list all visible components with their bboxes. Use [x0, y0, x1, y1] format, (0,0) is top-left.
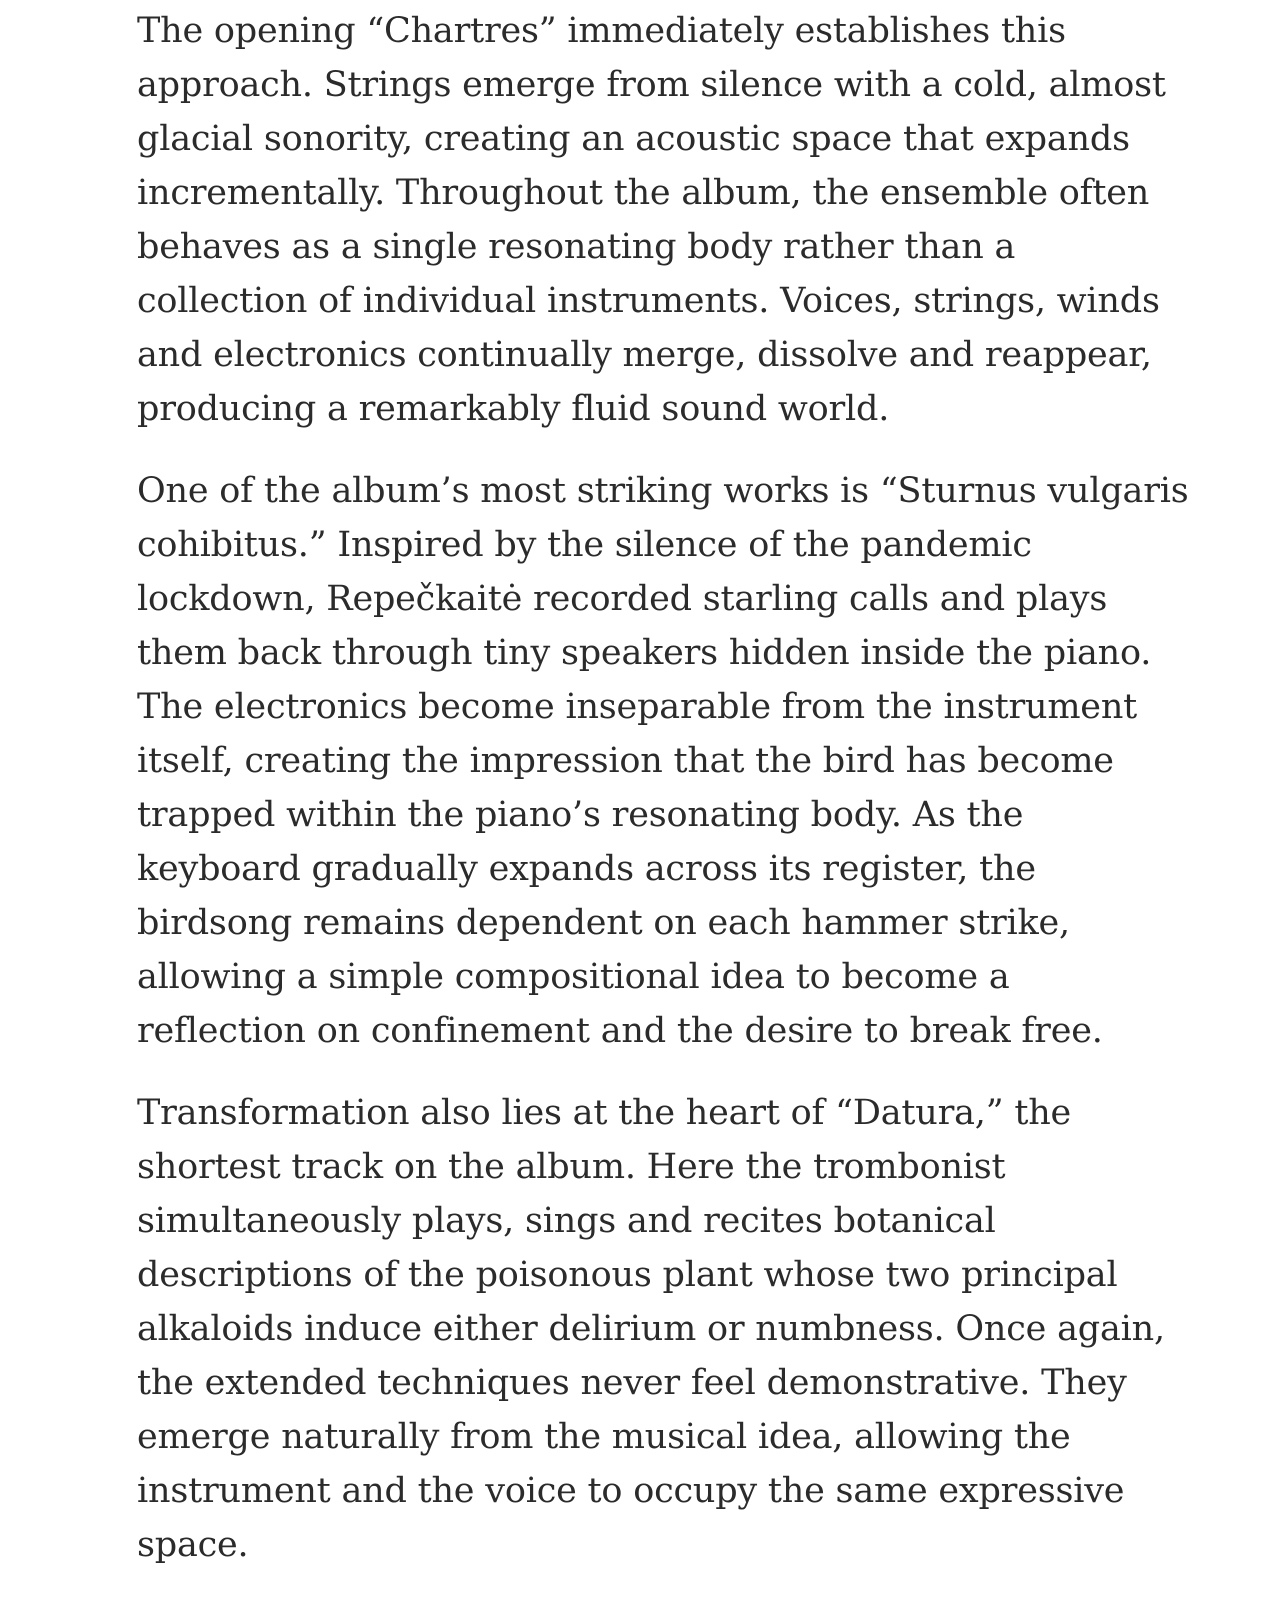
text-line: collection of individual instruments. Voices, strings, winds	[137, 281, 1160, 321]
text-line: shortest track on the album. Here the trombonist	[137, 1147, 1006, 1187]
text-line: birdsong remains dependent on each hammer strike,	[137, 903, 1070, 943]
article-body	[137, 4, 1247, 1600]
text-line: descriptions of the poisonous plant whose two principal	[137, 1255, 1118, 1295]
text-line: reflection on confinement and the desire to break free.	[137, 1011, 1103, 1051]
text-line: and electronics continually merge, dissolve and reappear,	[137, 335, 1152, 375]
text-line: itself, creating the impression that the bird has become	[137, 741, 1114, 781]
text-line: them back through tiny speakers hidden inside the piano.	[137, 633, 1152, 673]
text-line: The opening “Chartres” immediately establishes this	[137, 11, 1066, 51]
text-line: alkaloids induce either delirium or numbness. Once again,	[137, 1309, 1165, 1349]
paragraph-chartres	[137, 4, 1247, 436]
text-line: incrementally. Throughout the album, the ensemble often	[137, 173, 1150, 213]
text-line: approach. Strings emerge from silence with a cold, almost	[137, 65, 1166, 105]
text-line: allowing a simple compositional idea to become a	[137, 957, 1010, 997]
text-line: lockdown, Repečkaitė recorded starling calls and plays	[137, 579, 1108, 619]
text-line: emerge naturally from the musical idea, allowing the	[137, 1417, 1071, 1457]
text-line: cohibitus.” Inspired by the silence of the pandemic	[137, 525, 1032, 565]
text-line: keyboard gradually expands across its register, the	[137, 849, 1036, 889]
text-line: the extended techniques never feel demonstrative. They	[137, 1363, 1127, 1403]
text-line: instrument and the voice to occupy the same expressive	[137, 1471, 1125, 1511]
paragraph-datura	[137, 1086, 1247, 1572]
text-line: One of the album’s most striking works is “Sturnus vulgaris	[137, 471, 1189, 511]
text-line: simultaneously plays, sings and recites botanical	[137, 1201, 996, 1241]
text-line: trapped within the piano’s resonating body. As the	[137, 795, 1024, 835]
paragraph-sturnus	[137, 464, 1247, 1058]
text-line: The electronics become inseparable from the instrument	[137, 687, 1138, 727]
text-line: space.	[137, 1525, 249, 1565]
text-line: glacial sonority, creating an acoustic space that expands	[137, 119, 1130, 159]
text-line: behaves as a single resonating body rather than a	[137, 227, 1016, 267]
text-line: producing a remarkably fluid sound world.	[137, 389, 890, 429]
text-line: Transformation also lies at the heart of “Datura,” the	[137, 1093, 1072, 1133]
